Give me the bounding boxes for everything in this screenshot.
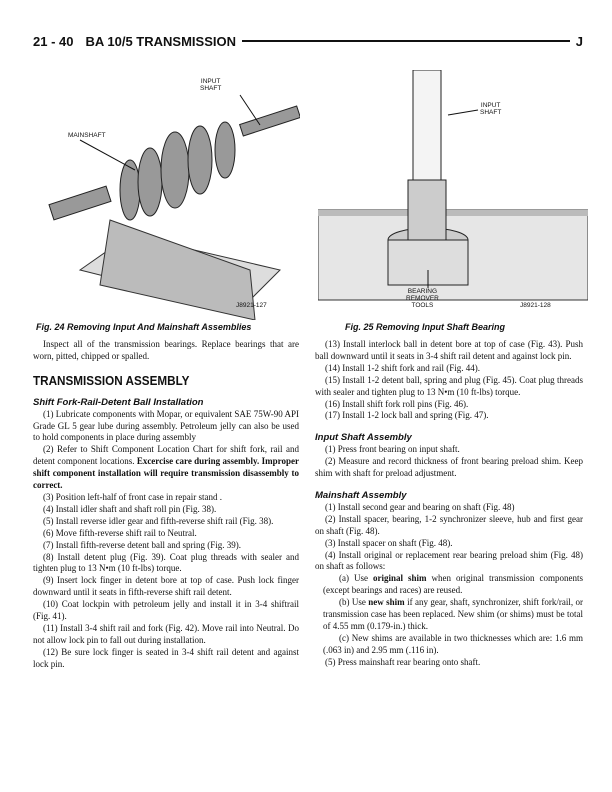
figure-id: J8921-127 — [236, 302, 267, 309]
step: (11) Install 3-4 shift rail and fork (Fig. 42). Move rail into Neutral. Do not allow lock pin to fall out during installation. — [33, 622, 299, 645]
figure-25-caption: Fig. 25 Removing Input Shaft Bearing — [345, 322, 506, 332]
subsection-heading: Input Shaft Assembly — [315, 432, 412, 444]
section-letter: J — [575, 33, 583, 49]
header-rule — [242, 40, 570, 42]
page-number: 21 - 40 — [33, 33, 74, 49]
figure-25 — [318, 70, 588, 320]
step: (12) Be sure lock finger is seated in 3-4 shift rail detent and against lock pin. — [33, 646, 299, 669]
emphasis: new shim — [368, 597, 405, 608]
paragraph: Inspect all of the transmission bearings. Replace bearings that are worn, pitted, chipped or spalled. — [33, 339, 299, 361]
figure-id: J8921-128 — [520, 302, 551, 309]
page-title: BA 10/5 TRANSMISSION — [85, 33, 236, 49]
mainshaft-label: MAINSHAFT — [68, 132, 106, 139]
step: (10) Coat lockpin with petroleum jelly and install it in 3-4 shiftrail (Fig. 41). — [33, 599, 299, 622]
substep-text: (b) Use — [339, 597, 369, 608]
substep — [315, 573, 583, 597]
substep-text: if any gear, shaft, synchronizer, shift fork/rail, or transmission case has been replaced. New shim (or shims) must be total of 4.55 mm (0.179-in.) thick. — [323, 597, 584, 631]
step: (1) Install second gear and bearing on shaft (Fig. 48) — [325, 501, 515, 512]
section-heading: TRANSMISSION ASSEMBLY — [33, 372, 190, 388]
left-column — [33, 339, 299, 671]
step: (16) Install shift fork roll pins (Fig. 46). — [325, 398, 469, 409]
step — [33, 444, 299, 492]
warning-text: Excercise care during assembly. Improper shift component installation will require transmission disassembly to correct. — [33, 456, 299, 491]
step: (14) Install 1-2 shift fork and rail (Fig. 44). — [325, 362, 480, 373]
step: (8) Install detent plug (Fig. 39). Coat plug threads with sealer and tighten plug to 13 N•m (10 ft-lbs) torque. — [33, 551, 299, 574]
step: (13) Install interlock ball in detent bore at top of case (Fig. 43). Push ball downward until it seats in 3-4 shift rail detent and against lock pin. — [315, 339, 583, 361]
step: (5) Install reverse idler gear and fifth-reverse shift rail (Fig. 38). — [43, 515, 274, 526]
subsection-heading: Mainshaft Assembly — [315, 489, 407, 501]
substep-text: (a) Use — [339, 573, 373, 584]
step: (6) Move fifth-reverse shift rail to Neutral. — [43, 527, 197, 538]
step: (5) Press mainshaft rear bearing onto shaft. — [325, 656, 481, 667]
emphasis: original shim — [373, 573, 427, 584]
bearing-remover-label: BEARING REMOVER TOOLS — [406, 288, 439, 309]
substep — [315, 597, 583, 633]
input-shaft-label: INPUT SHAFT — [480, 102, 502, 116]
step: (3) Position left-half of front case in repair stand . — [43, 491, 222, 502]
step: (4) Install idler shaft and shaft roll pin (Fig. 38). — [43, 503, 217, 514]
step: (1) Lubricate components with Mopar, or equivalent SAE 75W-90 API Grade GL 5 gear lube during assembly. Petroleum jelly can also be used to hold components in place during assembly — [33, 408, 299, 443]
transmission-illustration — [40, 70, 300, 320]
step: (9) Insert lock finger in detent bore at top of case. Push lock finger downward until it seats in fifth-reverse shift rail detent. — [33, 575, 299, 598]
subsection-heading: Shift Fork-Rail-Detent Ball Installation — [33, 396, 204, 408]
right-column — [315, 339, 583, 669]
step-text: (2) Refer to Shift Component Location Chart for shift fork, rail and detent component locations. — [33, 444, 299, 467]
step: (17) Install 1-2 lock ball and spring (Fig. 47). — [325, 410, 489, 421]
step: (4) Install original or replacement rear bearing preload shim (Fig. 48) on shaft as follows: — [315, 549, 583, 572]
step: (7) Install fifth-reverse detent ball and spring (Fig. 39). — [43, 539, 241, 550]
step: (2) Install spacer, bearing, 1-2 synchronizer sleeve, hub and first gear on shaft (Fig. 48). — [315, 513, 583, 536]
step: (3) Install spacer on shaft (Fig. 48). — [325, 537, 453, 548]
figure-24 — [40, 70, 300, 320]
input-shaft-label: INPUT SHAFT — [200, 78, 222, 92]
step: (2) Measure and record thickness of front bearing preload shim. Keep shim with shaft for preload adjustment. — [315, 456, 583, 479]
substep: (c) New shims are available in two thicknesses which are: 1.6 mm (.063 in) and 2.95 mm (.116 in). — [323, 632, 583, 655]
figure-24-caption: Fig. 24 Removing Input And Mainshaft Assemblies — [36, 322, 252, 332]
step: (1) Press front bearing on input shaft. — [325, 444, 460, 455]
step: (15) Install 1-2 detent ball, spring and plug (Fig. 45). Coat plug threads with sealer and tighten plug to 13 N•m (10 ft-lbs) torque. — [315, 374, 583, 397]
substep-text: when original transmission components (except bearings and races) are reused. — [323, 573, 583, 596]
bearing-removal-illustration — [318, 70, 588, 320]
page-header — [33, 32, 583, 50]
